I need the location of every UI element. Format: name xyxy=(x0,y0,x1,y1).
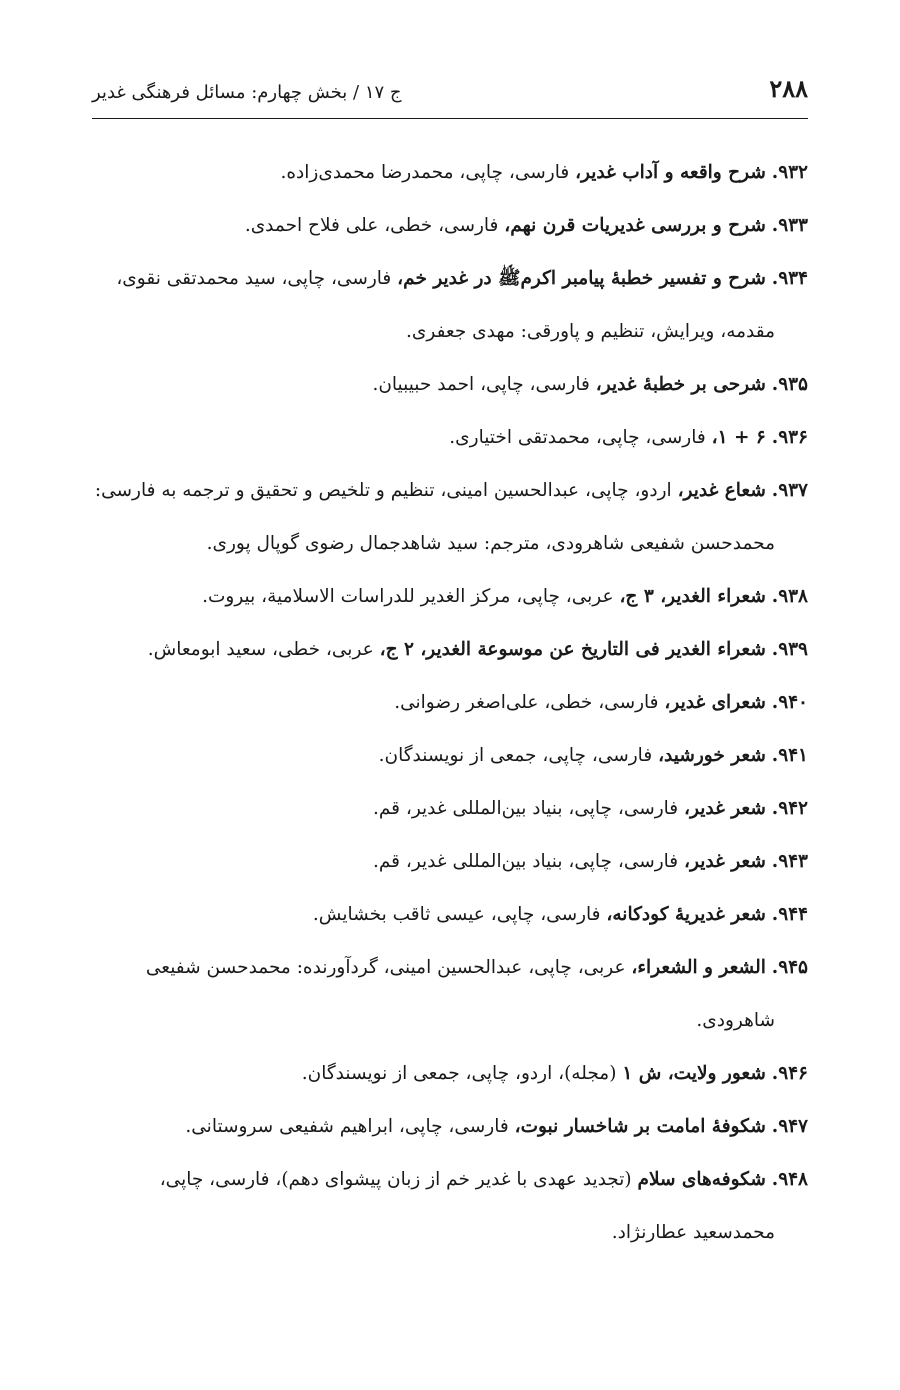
entry-number: ۹۴۴. xyxy=(771,904,808,925)
entry-item xyxy=(92,835,808,888)
entry-details: فارسی، چاپی، محمدتقی اختیاری. xyxy=(449,427,706,448)
entry-item xyxy=(92,411,808,464)
entry-details: (مجله)، اردو، چاپی، جمعی از نویسندگان. xyxy=(301,1063,617,1084)
entry-details: فارسی، چاپی، عیسی ثاقب بخشایش. xyxy=(312,904,601,925)
entry-item xyxy=(92,199,808,252)
entry-number: ۹۳۳. xyxy=(771,215,808,236)
entry-title: شکوفهٔ امامت بر شاخسار نبوت، xyxy=(514,1116,766,1137)
entry-number: ۹۴۸. xyxy=(771,1169,808,1190)
entry-number: ۹۴۰. xyxy=(771,692,808,713)
entry-number: ۹۳۴. xyxy=(771,268,808,289)
entry-item xyxy=(92,146,808,199)
entry-title: شعراء الغدیر فی التاریخ عن موسوعة الغدیر، ۲ ج، xyxy=(379,639,766,660)
entry-title: شکوفه‌های سلام xyxy=(637,1169,766,1190)
entry-number: ۹۴۷. xyxy=(771,1116,808,1137)
entry-details: فارسی، چاپی، محمدرضا محمدی‌زاده. xyxy=(280,162,570,183)
page-number: ۲۸۸ xyxy=(769,74,808,103)
entry-title: شعر غدیر، xyxy=(684,798,766,819)
entry-item xyxy=(92,888,808,941)
entry-number: ۹۴۱. xyxy=(771,745,808,766)
running-title: ج ۱۷ / بخش چهارم: مسائل فرهنگی غدیر xyxy=(92,82,402,103)
entry-item xyxy=(92,1100,808,1153)
entry-item xyxy=(92,252,808,358)
entry-title: شرحی بر خطبهٔ غدیر، xyxy=(595,374,766,395)
entry-details: فارسی، چاپی، ابراهیم شفیعی سروستانی. xyxy=(185,1116,509,1137)
entry-item xyxy=(92,570,808,623)
entry-details: فارسی، خطی، علی‌اصغر رضوانی. xyxy=(394,692,659,713)
entry-title: الشعر و الشعراء، xyxy=(631,957,766,978)
entry-details: فارسی، چاپی، جمعی از نویسندگان. xyxy=(378,745,653,766)
entry-details: فارسی، چاپی، سید محمدتقی نقوی، مقدمه، ویرایش، تنظیم و پاورقی: مهدی جعفری. xyxy=(116,268,775,342)
entry-item xyxy=(92,941,808,1047)
page-header xyxy=(92,72,808,119)
entry-item xyxy=(92,1153,808,1259)
entry-item xyxy=(92,464,808,570)
entry-title: شرح و تفسیر خطبهٔ پیامبر اکرمﷺ در غدیر خم، xyxy=(397,268,766,289)
entry-title: شعراء الغدیر، ۳ ج، xyxy=(619,586,766,607)
entry-title: شعر غدیر، xyxy=(684,851,766,872)
entry-item xyxy=(92,1047,808,1100)
entry-list xyxy=(92,146,808,1259)
entry-title: شرح و بررسی غدیریات قرن نهم، xyxy=(504,215,766,236)
entry-title: شعر خورشید، xyxy=(658,745,766,766)
entry-number: ۹۳۲. xyxy=(771,162,808,183)
entry-number: ۹۴۵. xyxy=(771,957,808,978)
entry-item xyxy=(92,676,808,729)
entry-item xyxy=(92,729,808,782)
entry-item xyxy=(92,782,808,835)
entry-title: شعور ولایت، ش ۱ xyxy=(622,1063,766,1084)
entry-number: ۹۳۶. xyxy=(771,427,808,448)
entry-details: (تجدید عهدی با غدیر خم از زبان پیشوای دهم)، فارسی، چاپی، محمدسعید عطارنژاد. xyxy=(159,1169,775,1243)
entry-details: فارسی، چاپی، بنیاد بین‌المللی غدیر، قم. xyxy=(372,798,679,819)
entry-number: ۹۴۲. xyxy=(771,798,808,819)
entry-number: ۹۳۷. xyxy=(771,480,808,501)
entry-number: ۹۳۹. xyxy=(771,639,808,660)
entry-number: ۹۴۶. xyxy=(771,1063,808,1084)
entry-title: شعر غدیریهٔ کودکانه، xyxy=(606,904,766,925)
entry-title: شعاع غدیر، xyxy=(677,480,766,501)
entry-number: ۹۳۸. xyxy=(771,586,808,607)
entry-title: شرح واقعه و آداب غدیر، xyxy=(575,162,766,183)
entry-title: شعرای غدیر، xyxy=(664,692,766,713)
entry-details: عربی، چاپی، عبدالحسین امینی، گردآورنده: محمدحسن شفیعی شاهرودی. xyxy=(145,957,775,1031)
entry-item xyxy=(92,358,808,411)
entry-details: عربی، چاپی، مرکز الغدیر للدراسات الاسلامیة، بیروت. xyxy=(202,586,614,607)
entry-details: اردو، چاپی، عبدالحسین امینی، تنظیم و تلخیص و تحقیق و ترجمه به فارسی: محمدحسن شفیعی شاهرودی، مترجم: سید شاهدجمال رضوی گوپال پوری. xyxy=(94,480,775,554)
entry-details: فارسی، چاپی، بنیاد بین‌المللی غدیر، قم. xyxy=(372,851,679,872)
entry-number: ۹۴۳. xyxy=(771,851,808,872)
entry-details: فارسی، خطی، علی فلاح احمدی. xyxy=(244,215,499,236)
entry-details: فارسی، چاپی، احمد حبیبیان. xyxy=(372,374,590,395)
entry-details: عربی، خطی، سعید ابومعاش. xyxy=(147,639,374,660)
entry-title: ۶ + ۱، xyxy=(711,427,766,448)
entry-number: ۹۳۵. xyxy=(771,374,808,395)
entry-item xyxy=(92,623,808,676)
